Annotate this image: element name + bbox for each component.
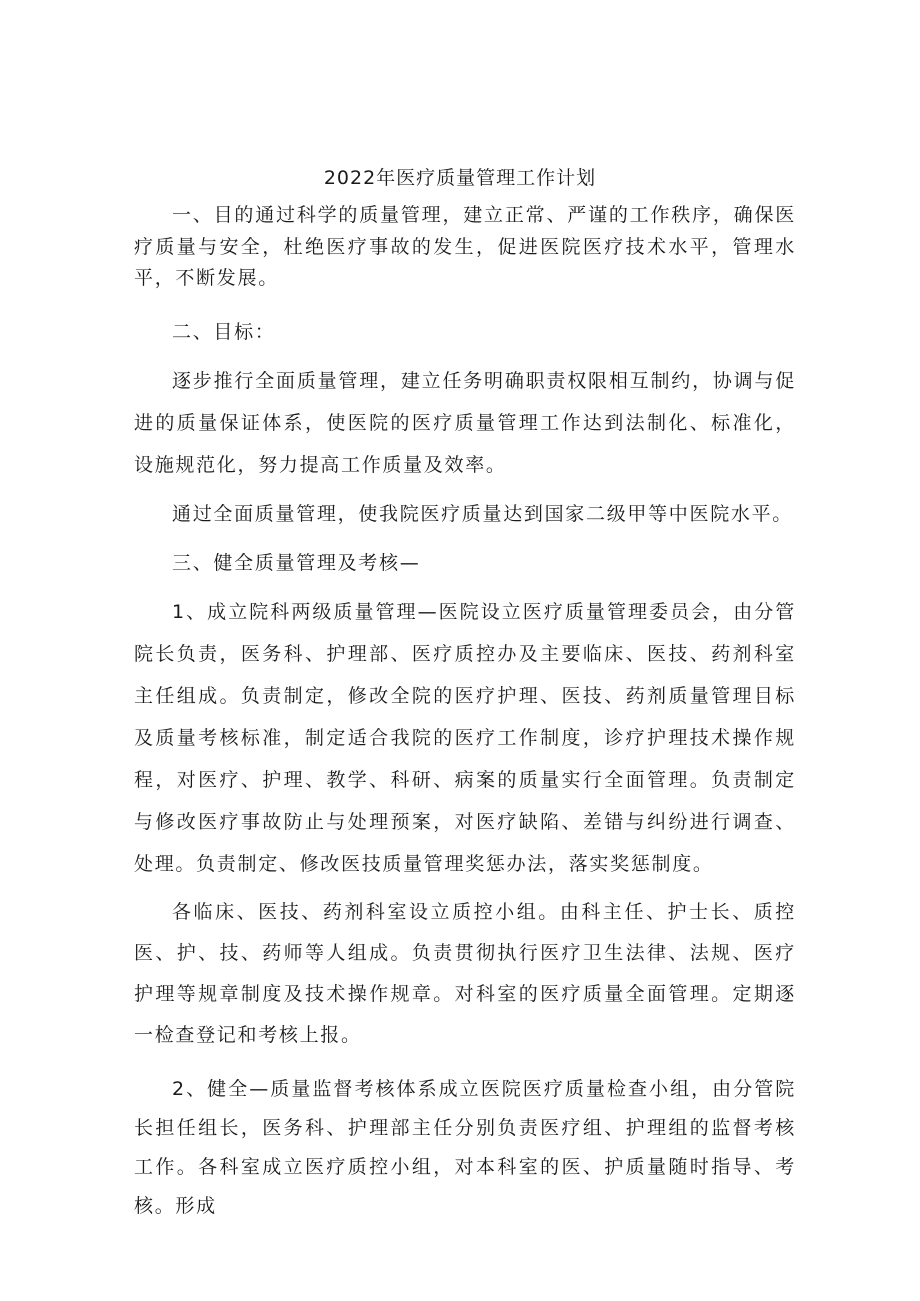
- paragraph-goals-heading: 二、目标：: [172, 320, 276, 343]
- document-title: 2022年医疗质量管理工作计划: [323, 167, 597, 189]
- paragraph-item-one: 1、成立院科两级质量管理—医院设立医疗质量管理委员会，由分管院长负责，医务科、护理部、医疗质控办及主要临床、医技、药剂科室主任组成。负责制定，修改全院的医疗护理、医技、药剂质量管理目标及质量考核标准，制定适合我院的医疗工作制度，诊疗护理技术操作规程，对医疗、护理、教学、科研、病案的质量实行全面管理。负责制定与修改医疗事故防止与处理预案，对医疗缺陷、差错与纠纷进行调查、处理。负责制定、修改医技质量管理奖惩办法，落实奖惩制度。: [134, 600, 796, 875]
- paragraph-purpose: 一、目的通过科学的质量管理，建立正常、严谨的工作秩序，确保医疗质量与安全，杜绝医疗事故的发生，促进医院医疗技术水平，管理水平，不断发展。: [134, 204, 796, 289]
- paragraph-section-three-heading: 三、健全质量管理及考核—: [172, 551, 421, 574]
- paragraph-goals-detail: 逐步推行全面质量管理，建立任务明确职责权限相互制约，协调与促进的质量保证体系，使医院的医疗质量管理工作达到法制化、标准化，设施规范化，努力提高工作质量及效率。: [134, 369, 796, 476]
- paragraph-goals-target: 通过全面质量管理，使我院医疗质量达到国家二级甲等中医院水平。: [172, 502, 794, 525]
- paragraph-department-qc: 各临床、医技、药剂科室设立质控小组。由科主任、护士长、质控医、护、技、药师等人组成。负责贯彻执行医疗卫生法律、法规、医疗护理等规章制度及技术操作规章。对科室的医疗质量全面管理。定期逐一检查登记和考核上报。: [134, 900, 796, 1046]
- paragraph-item-two: 2、健全—质量监督考核体系成立医院医疗质量检查小组，由分管院长担任组长，医务科、护理部主任分别负责医疗组、护理组的监督考核工作。各科室成立医疗质控小组，对本科室的医、护质量随时指导、考核。形成: [134, 1077, 796, 1217]
- document-body: [134, 200, 796, 1226]
